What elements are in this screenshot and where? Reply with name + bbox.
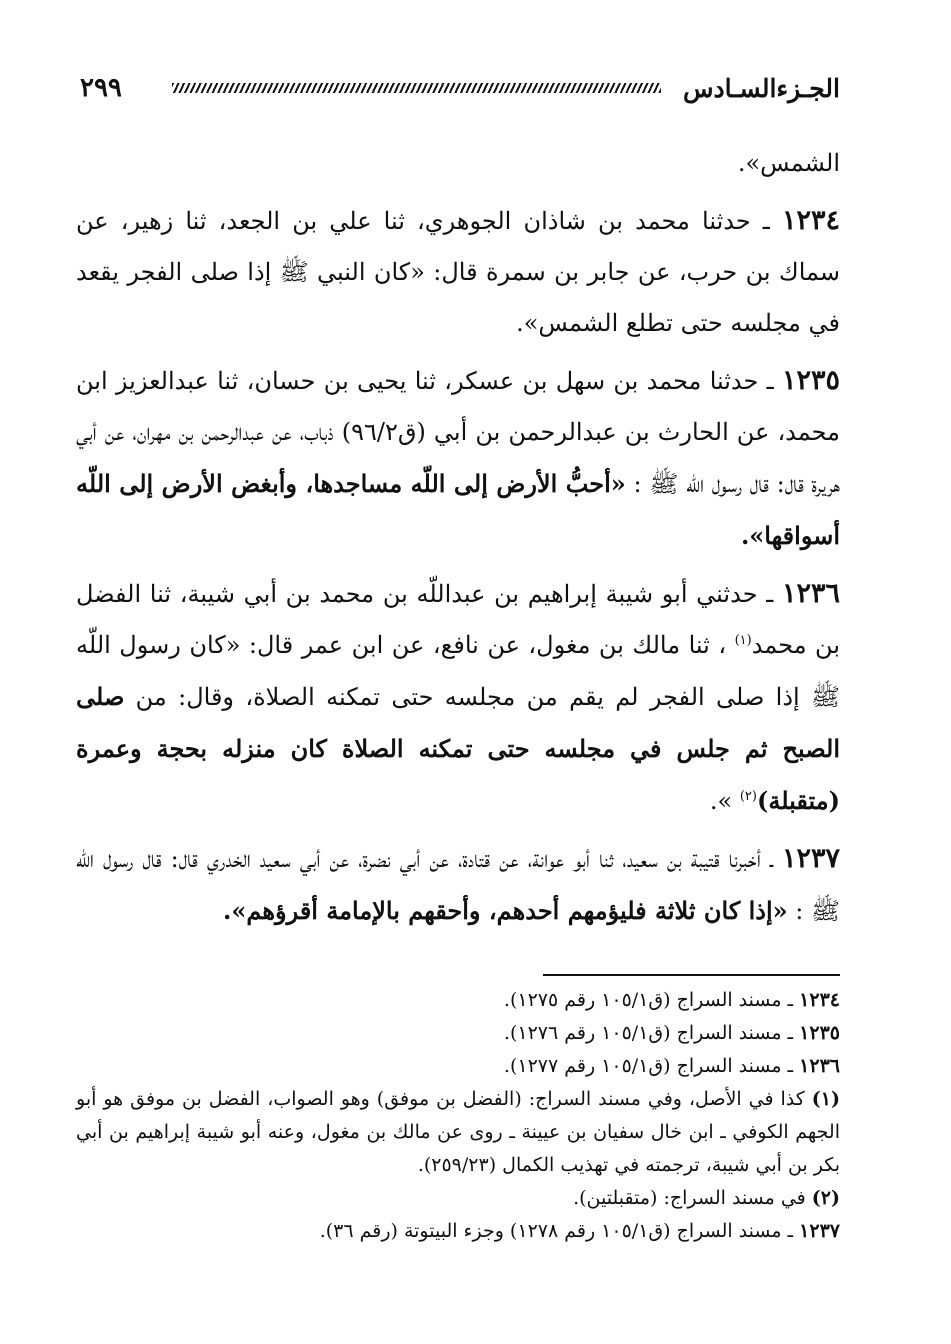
footnote-text: ـ مسند السراج (ق١٠٥/١ رقم ١٢٧٧). xyxy=(503,1055,800,1077)
hadith-matn: صلى الصبح ثم جلس في مجلسه حتى تمكنه الصلاة كان منزله بحجة وعمرة (متقبلة) xyxy=(76,682,840,815)
hadith-number: ١٢٣٥ xyxy=(781,365,840,396)
footnote-text: ـ مسند السراج (ق١٠٥/١ رقم ١٢٧٨) وجزء البيتوتة (رقم ٣٦). xyxy=(319,1220,800,1242)
footnote-marker-2[interactable]: (٢) xyxy=(739,789,757,804)
hadith-number: ١٢٣٤ xyxy=(781,205,840,236)
footnote-text: كذا في الأصل، وفي مسند السراج: (الفضل بن موفق) وهو الصواب، الفضل بن موفق هو أبو الجهم الكوفي ـ ابن خال سفيان بن عيينة ـ روى عن مالك بن مغول، وعنه أبو شيبة إبراهيم بن أبي بكر بن أبي شيبة، ترجمته في تهذيب الكمال (٢٥٩/٢٣). xyxy=(76,1088,840,1176)
page-header xyxy=(80,68,840,108)
footnote-number: ١٢٣٥ xyxy=(799,1022,840,1044)
footnote-text: في مسند السراج: (متقبلتين). xyxy=(573,1187,812,1209)
footnote-marker: (١) xyxy=(811,1088,840,1110)
footnote-text: ـ مسند السراج (ق١٠٥/١ رقم ١٢٧٥). xyxy=(503,989,800,1011)
page-number: ٢٩٩ xyxy=(80,73,122,103)
hadith-number: ١٢٣٧ xyxy=(781,843,840,874)
hadith-closing: ». xyxy=(709,787,740,815)
footnote-number: ١٢٣٦ xyxy=(799,1055,840,1077)
footnote-number: ١٢٣٤ xyxy=(799,989,840,1011)
running-title: الجـزءالسـادس xyxy=(682,73,840,103)
footnote-note-2 xyxy=(76,1182,840,1215)
footnote-1235 xyxy=(76,1017,840,1050)
footnote-marker-1[interactable]: (١) xyxy=(734,633,752,648)
footnote-1236 xyxy=(76,1050,840,1083)
footnotes xyxy=(76,984,840,1248)
hadith-matn: «أحبُّ الأرض إلى اللّه مساجدها، وأبغض الأرض إلى اللّه أسواقها». xyxy=(76,469,840,550)
hadith-1236 xyxy=(76,568,840,827)
footnote-marker: (٢) xyxy=(811,1187,840,1209)
hadith-1235 xyxy=(76,355,840,562)
footnote-1237 xyxy=(76,1215,840,1248)
hadith-text: ـ حدثني أبو شيبة إبراهيم بن عبداللّه بن محمد بن أبي شيبة، ثنا الفضل بن محمد xyxy=(76,580,841,659)
hadith-text: ـ حدثنا محمد بن شاذان الجوهري، ثنا علي بن الجعد، ثنا زهير، عن سماك بن حرب، عن جابر بن سمرة قال: «كان النبي ﷺ إذا صلى الفجر يقعد في مجلسه حتى تطلع الشمس». xyxy=(76,207,840,337)
footnote-number: ١٢٣٧ xyxy=(799,1220,840,1242)
footnote-separator xyxy=(543,974,840,976)
header-rule xyxy=(172,83,661,93)
footnote-1234 xyxy=(76,984,840,1017)
opening-line: الشمس». xyxy=(737,149,840,177)
hadith-number: ١٢٣٦ xyxy=(781,578,840,609)
hadith-text-continued: ، ثنا مالك بن مغول، عن نافع، عن ابن عمر قال: «كان رسول اللّه ﷺ إذا صلى الفجر لم يقم من مجلسه حتى تمكنه الصلاة، وقال: من xyxy=(76,631,840,711)
footnote-text: ـ مسند السراج (ق١٠٥/١ رقم ١٢٧٦). xyxy=(503,1022,800,1044)
hadith-text: ـ أخبرنا قتيبة بن سعيد، ثنا أبو عوانة، عن قتادة، عن أبي نضرة، عن أبي سعيد الخدري قال: قال رسول اللّه ﷺ : xyxy=(76,845,840,925)
hadith-1234 xyxy=(76,195,840,349)
footnote-note-1 xyxy=(76,1083,840,1182)
hadith-matn: «إذا كان ثلاثة فليؤمهم أحدهم، وأحقهم بالإمامة أقرؤهم». xyxy=(223,896,788,925)
hadith-text: ـ حدثنا محمد بن سهل بن عسكر، ثنا يحيى بن حسان، ثنا عبدالعزيز ابن محمد، عن الحارث بن عبدالرحمن بن أبي (ق٩٦/٢) ذباب، عن عبدالرحمن بن مهران، عن أبي هريرة قال: قال رسول اللّه ﷺ : xyxy=(76,367,841,498)
hadith-1237 xyxy=(76,833,840,937)
main-text xyxy=(76,138,840,937)
